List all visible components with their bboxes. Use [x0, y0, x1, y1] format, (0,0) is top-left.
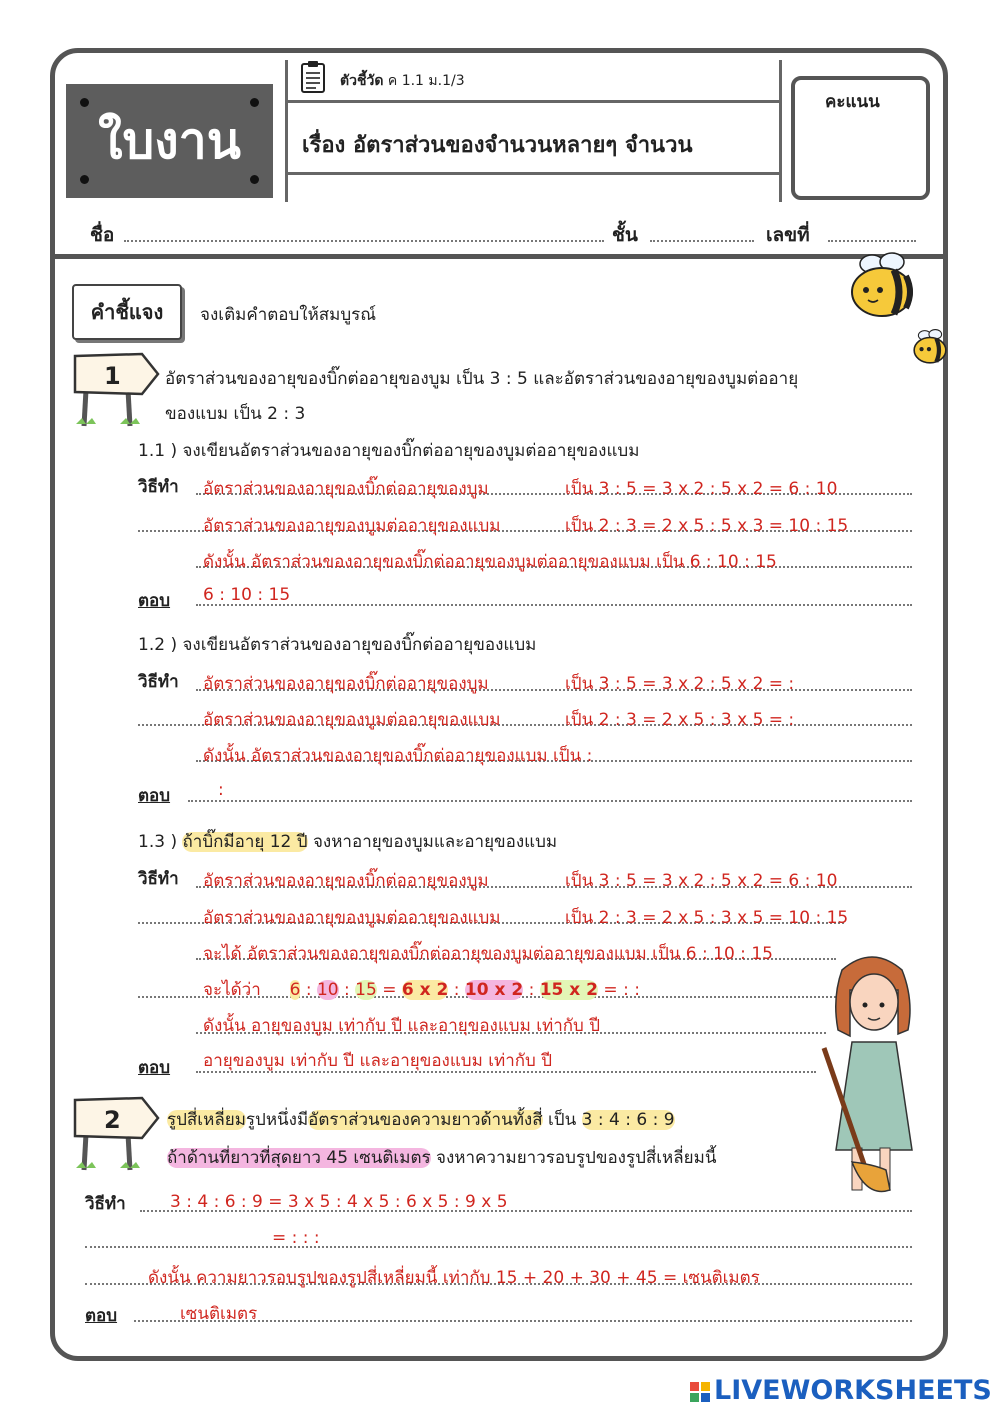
indicator [340, 70, 465, 92]
highlight: อัตราส่วนของความยาวด้านทั้งสี่ [308, 1110, 543, 1130]
work-line: เป็น 3 : 5 = 3 x 2 : 5 x 2 = : [565, 674, 795, 694]
ratio-term: 6 x 2 [401, 980, 449, 1000]
equals-sign: = [382, 980, 397, 1000]
q2-text: เป็น [548, 1110, 577, 1130]
answer-field[interactable] [196, 604, 912, 606]
name-label: ชื่อ [90, 224, 115, 246]
work-line: ดังนั้น อัตราส่วนของอายุของบิ๊กต่ออายุของแบม เป็น : [203, 746, 593, 766]
work-prefix: จะได้ว่า [203, 980, 261, 1000]
work-line: อัตราส่วนของอายุของบิ๊กต่ออายุของบูม [203, 479, 489, 499]
method-label: วิธีทำ [138, 869, 179, 889]
brand-text: LIVEWORKSHEETS [714, 1375, 992, 1406]
q2-text-line1 [167, 1106, 675, 1133]
work-line: อัตราส่วนของอายุของบูมต่ออายุของแบม [203, 710, 501, 730]
answer-value: : [218, 780, 224, 800]
q1-1-prompt: 1.1 ) จงเขียนอัตราส่วนของอายุของบิ๊กต่ออายุของบูมต่ออายุของแบม [138, 441, 640, 461]
number-label: เลขที่ [766, 224, 810, 246]
answer-value: 6 : 10 : 15 [203, 585, 291, 605]
instructions-text: จงเติมคำตอบให้สมบูรณ์ [200, 305, 377, 325]
class-field[interactable] [650, 240, 754, 242]
girl-sweeping-illustration [816, 950, 928, 1200]
clipboard-icon [300, 60, 326, 94]
q1-2-prompt: 1.2 ) จงเขียนอัตราส่วนของอายุของบิ๊กต่ออายุของแบม [138, 635, 537, 655]
work-line: เป็น 2 : 3 = 2 x 5 : 5 x 3 = 10 : 15 [565, 516, 849, 536]
work-line: อัตราส่วนของอายุของบิ๊กต่ออายุของบูม [203, 674, 489, 694]
name-field[interactable] [124, 240, 604, 242]
method-label: วิธีทำ [85, 1194, 126, 1214]
q1-text-line1: อัตราส่วนของอายุของบิ๊กต่ออายุของบูม เป็น 3 : 5 และอัตราส่วนของอายุของบูมต่ออายุ [165, 369, 799, 389]
bee-icon [842, 250, 922, 322]
work-line: ดังนั้น ความยาวรอบรูปของรูปสี่เหลี่ยมนี้ เท่ากับ 15 + 20 + 30 + 45 = เซนติเมตร [148, 1268, 760, 1288]
bee-icon [908, 328, 952, 366]
number-field[interactable] [828, 240, 916, 242]
liveworksheets-logo [690, 1375, 992, 1406]
q2-text: จงหาความยาวรอบรูปของรูปสี่เหลี่ยมนี้ [436, 1148, 717, 1168]
work-line: อัตราส่วนของอายุของบูมต่ออายุของแบม [203, 908, 501, 928]
work-line: เป็น 2 : 3 = 2 x 5 : 3 x 5 = 10 : 15 [565, 908, 849, 928]
work-line: จะได้ อัตราส่วนของอายุของบิ๊กต่ออายุของบูมต่ออายุของแบม เป็น 6 : 10 : 15 [203, 944, 773, 964]
work-line: ดังนั้น อายุของบูม เท่ากับ ปี และอายุของแบม เท่ากับ ปี [203, 1016, 601, 1036]
answer-label: ตอบ [138, 591, 171, 611]
method-label: วิธีทำ [138, 477, 179, 497]
q1-3-number: 1.3 ) [138, 832, 178, 852]
indicator-label: ตัวชี้วัด [340, 73, 384, 89]
method-label: วิธีทำ [138, 672, 179, 692]
work-line: = : : : [272, 1228, 320, 1248]
instructions-label: คำชี้แจง [72, 284, 182, 340]
q2-text-line2 [167, 1144, 716, 1171]
work-line: เป็น 3 : 5 = 3 x 2 : 5 x 2 = 6 : 10 [565, 871, 838, 891]
indicator-code: ค 1.1 ม.1/3 [387, 73, 465, 89]
work-line: 3 : 4 : 6 : 9 = 3 x 5 : 4 x 5 : 6 x 5 : 9 x 5 [170, 1192, 508, 1212]
liveworksheets-icon [690, 1382, 710, 1402]
ratio-term: 6 [289, 980, 301, 1000]
work-tail: = : : [603, 980, 640, 1000]
highlight: ถ้าด้านที่ยาวที่สุดยาว 45 เซนติเมตร [167, 1148, 431, 1168]
question-number: 1 [104, 362, 121, 390]
q1-3-prompt [138, 828, 557, 855]
q1-3-given: ถ้าบิ๊กมีอายุ 12 ปี [182, 832, 308, 852]
ratio-term: 15 x 2 [539, 980, 599, 1000]
q2-text: รูปหนึ่งมี [245, 1110, 309, 1130]
score-label: คะแนน [825, 92, 880, 112]
sheet-title: ใบงาน [98, 111, 241, 170]
work-line: เป็น 2 : 3 = 2 x 5 : 3 x 5 = : [565, 710, 795, 730]
answer-value: อายุของบูม เท่ากับ ปี และอายุของแบม เท่ากับ ปี [203, 1051, 553, 1071]
q1-text-line2: ของแบม เป็น 2 : 3 [165, 404, 306, 424]
ratio-highlight: 3 : 4 : 6 : 9 [581, 1110, 675, 1130]
ratio-term: 15 [355, 980, 377, 1000]
work-line: ดังนั้น อัตราส่วนของอายุของบิ๊กต่ออายุของบูมต่ออายุของแบม เป็น 6 : 10 : 15 [203, 552, 777, 572]
answer-field[interactable] [85, 1246, 912, 1248]
answer-label: ตอบ [138, 786, 171, 806]
work-line: อัตราส่วนของอายุของบิ๊กต่ออายุของบูม [203, 871, 489, 891]
answer-label: ตอบ [85, 1306, 118, 1326]
q1-3-task: จงหาอายุของบูมและอายุของแบม [312, 832, 558, 852]
ratio-term: 10 x 2 [464, 980, 524, 1000]
sheet-title-box [66, 84, 273, 198]
question-number: 2 [104, 1106, 121, 1134]
topic-title: เรื่อง อัตราส่วนของจำนวนหลายๆ จำนวน [302, 133, 693, 158]
work-line: อัตราส่วนของอายุของบูมต่ออายุของแบม [203, 516, 501, 536]
highlight: รูปสี่เหลี่ยม [167, 1110, 246, 1130]
work-line: จะได้ว่า 6 : 10 : 15 = 6 x 2 : 10 x 2 : 15 x 2 = : : [203, 980, 640, 1000]
ratio-term: 10 [316, 980, 339, 1000]
answer-value: เซนติเมตร [180, 1304, 258, 1324]
class-label: ชั้น [612, 224, 638, 246]
header-separator [50, 254, 948, 259]
answer-field[interactable] [188, 800, 912, 802]
work-line: เป็น 3 : 5 = 3 x 2 : 5 x 2 = 6 : 10 [565, 479, 838, 499]
answer-label: ตอบ [138, 1058, 171, 1078]
